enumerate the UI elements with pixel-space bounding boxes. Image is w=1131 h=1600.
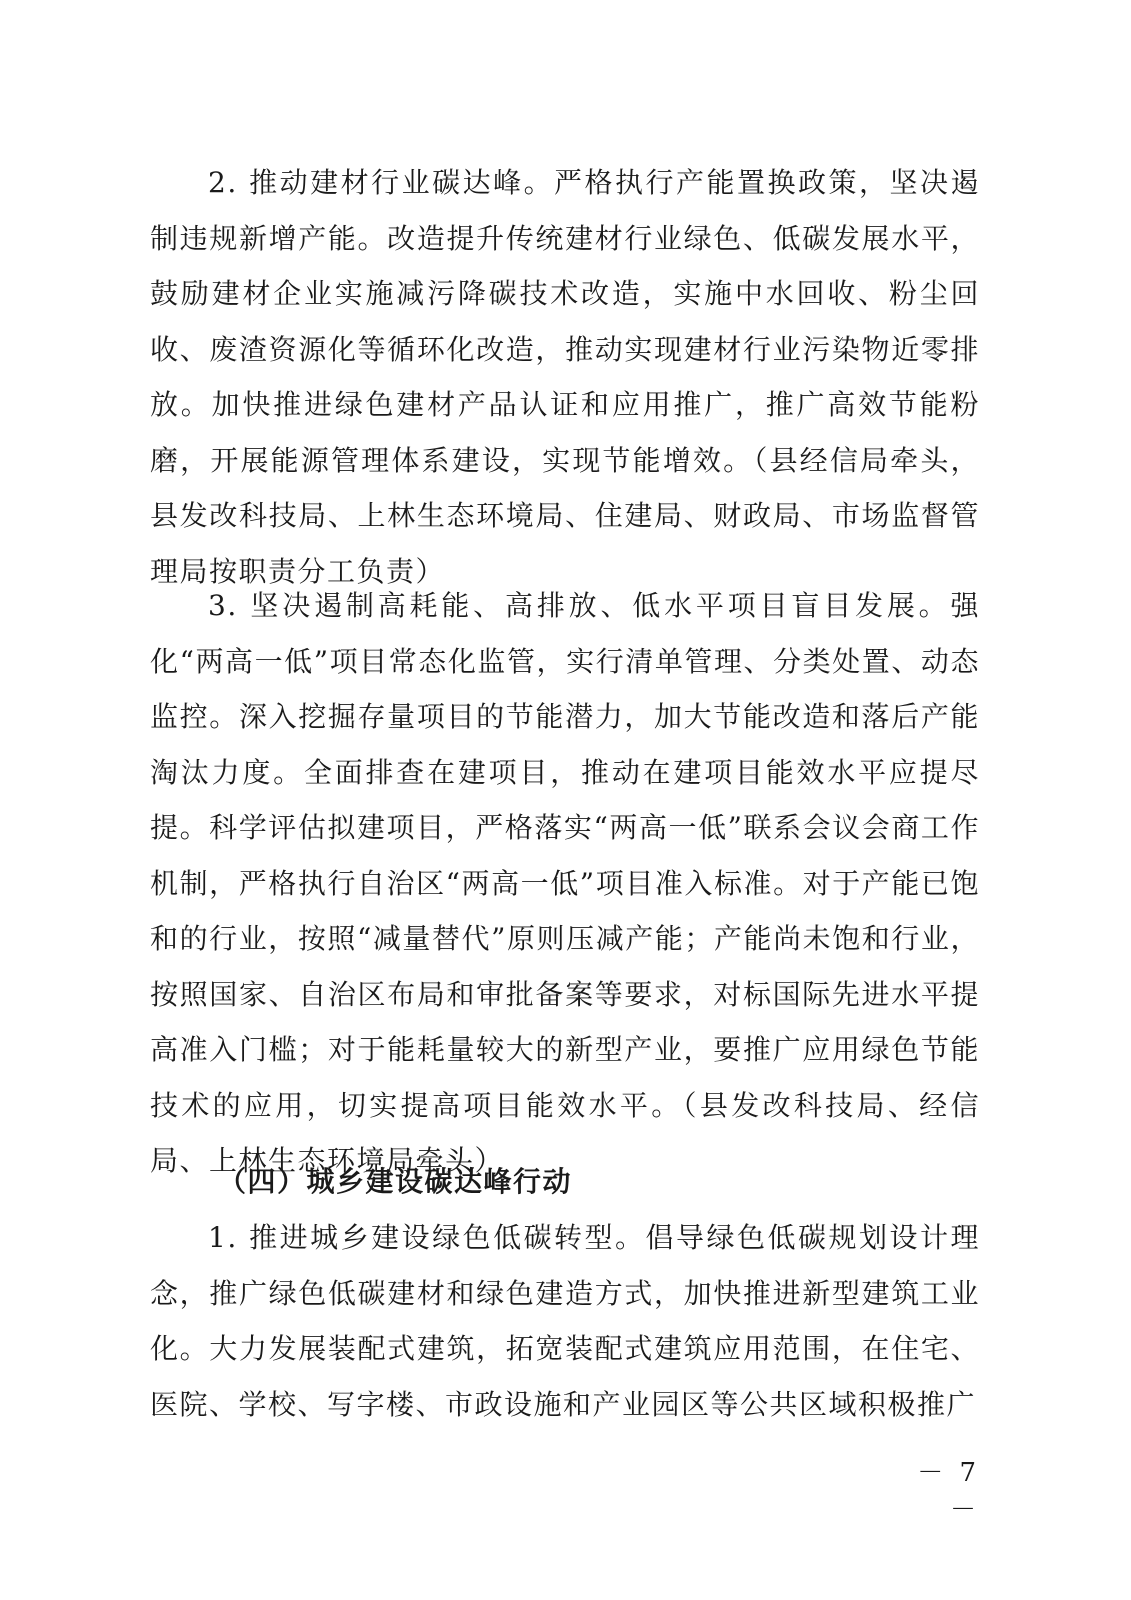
paragraph-text: 2. 推动建材行业碳达峰。严格执行产能置换政策，坚决遏制违规新增产能。改造提升传统建材行业绿色、低碳发展水平，鼓励建材企业实施减污降碳技术改造，实施中水回收、粉尘回收、废渣资源化等循环化改造，推动实现建材行业污染物近零排放。加快推进绿色建材产品认证和应用推广，推广高效节能粉磨，开展能源管理体系建设，实现节能增效。（县经信局牵头，县发改科技局、上林生态环境局、住建局、财政局、市场监督管理局按职责分工负责）: [150, 166, 980, 588]
paragraph-text: 1. 推进城乡建设绿色低碳转型。倡导绿色低碳规划设计理念，推广绿色低碳建材和绿色建造方式，加快推进新型建筑工业化。大力发展装配式建筑，拓宽装配式建筑应用范围，在住宅、医院、学校、写字楼、市政设施和产业园区等公共区域积极推广: [150, 1221, 980, 1421]
paragraph-building-materials: [150, 155, 980, 599]
section-heading: （四）城乡建设碳达峰行动: [218, 1165, 573, 1198]
paragraph-curb-high-energy-projects: [150, 578, 980, 1189]
section-heading-block: [150, 1154, 980, 1210]
paragraph-urban-rural-green-transition: [150, 1210, 980, 1432]
paragraph-text: 3. 坚决遏制高耗能、高排放、低水平项目盲目发展。强化“两高一低”项目常态化监管，实行清单管理、分类处置、动态监控。深入挖掘存量项目的节能潜力，加大节能改造和落后产能淘汰力度。全面排查在建项目，推动在建项目能效水平应提尽提。科学评估拟建项目，严格落实“两高一低”联系会议会商工作机制，严格执行自治区“两高一低”项目准入标准。对于产能已饱和的行业，按照“减量替代”原则压减产能；产能尚未饱和行业，按照国家、自治区布局和审批备案等要求，对标国际先进水平提高准入门槛；对于能耗量较大的新型产业，要推广应用绿色节能技术的应用，切实提高项目能效水平。（县发改科技局、经信局、上林生态环境局牵头）: [150, 589, 980, 1177]
page-number: － 7 －: [917, 1458, 980, 1525]
